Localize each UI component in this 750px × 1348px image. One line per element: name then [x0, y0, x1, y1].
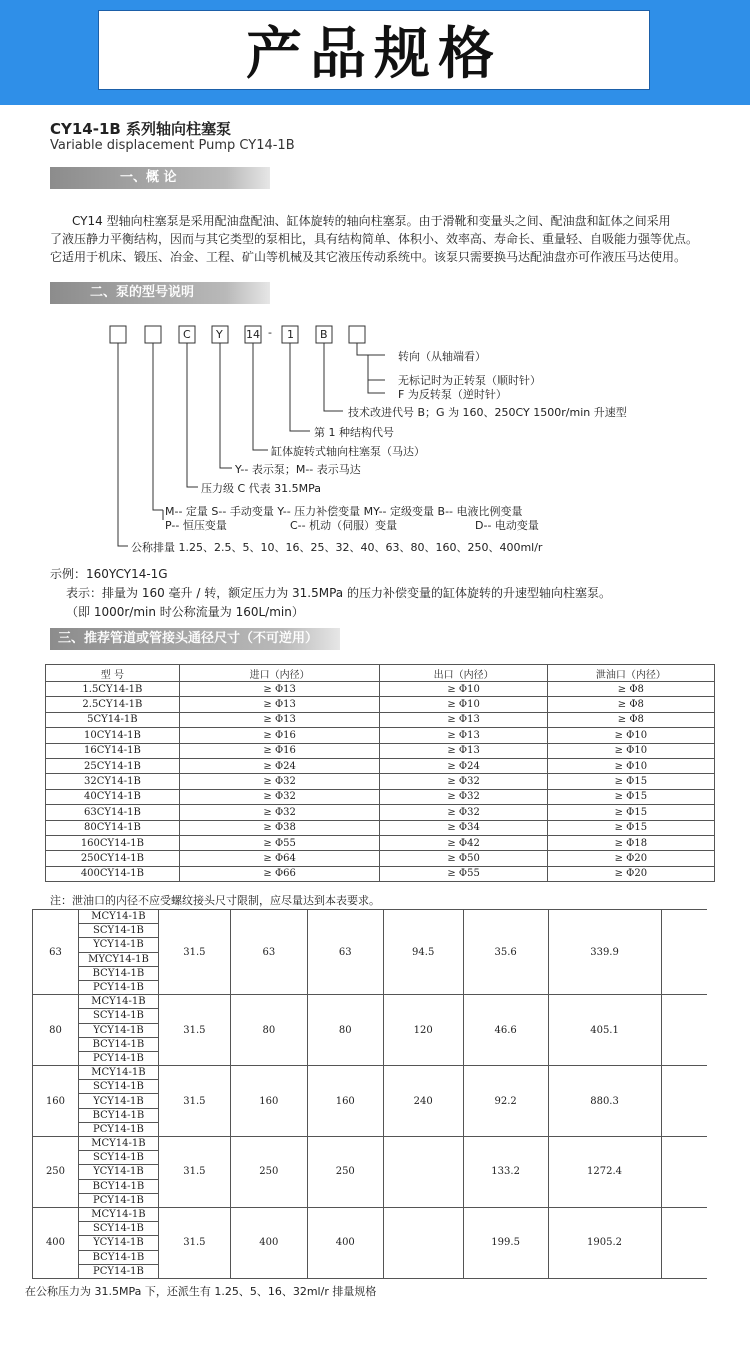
cell-inlet: ≥ Φ13 [179, 682, 380, 697]
cell-c5: 92.2 [463, 1066, 548, 1137]
label-variable-p: P-- 恒压变量 [165, 519, 227, 532]
cell-model: YCY14-1B [78, 1236, 158, 1250]
cell-c5: 199.5 [463, 1207, 548, 1278]
code-box [145, 326, 161, 343]
cell-model: 25CY14-1B [46, 758, 180, 773]
section-overview-title: 一、概 论 [120, 170, 177, 185]
cell-outlet: ≥ Φ32 [380, 805, 547, 820]
table-header-row [46, 665, 715, 682]
cell-inlet: ≥ Φ38 [179, 820, 380, 835]
cell-inlet: ≥ Φ13 [179, 697, 380, 712]
cell-model: 250CY14-1B [46, 851, 180, 866]
cell-size: 80 [33, 995, 79, 1066]
cell-c4 [383, 1137, 463, 1208]
cell-drain: ≥ Φ8 [547, 712, 714, 727]
cell-model: MYCY14-1B [78, 952, 158, 966]
table-row [33, 995, 708, 1009]
cell-model: BCY14-1B [78, 1108, 158, 1122]
cell-c1: 31.5 [158, 1207, 230, 1278]
cell-drain: ≥ Φ10 [547, 728, 714, 743]
table-row [33, 1137, 708, 1151]
cell-c6: 1272.4 [548, 1137, 661, 1208]
label-rotation-ccw: F 为反转泵（逆时针） [398, 388, 507, 401]
table-row [46, 728, 715, 743]
label-cylinder-type: 缸体旋转式轴向柱塞泵（马达） [271, 445, 425, 458]
cell-c3: 80 [307, 995, 383, 1066]
cell-model: 32CY14-1B [46, 774, 180, 789]
label-pump-motor: Y-- 表示泵；M-- 表示马达 [235, 463, 361, 476]
cell-inlet: ≥ Φ13 [179, 712, 380, 727]
col-header-outlet: 出口（内径） [380, 665, 547, 682]
table-row [46, 712, 715, 727]
code-box [349, 326, 365, 343]
code-box-text: 14 [246, 328, 260, 341]
cell-model: SCY14-1B [78, 1151, 158, 1165]
cell-inlet: ≥ Φ16 [179, 743, 380, 758]
example-flow: （即 1000r/min 时公称流量为 160L/min） [66, 605, 304, 619]
section-pipe-bar [50, 628, 340, 650]
cell-c3: 400 [307, 1207, 383, 1278]
table-row [46, 743, 715, 758]
section-model-bar [50, 282, 270, 304]
cell-inlet: ≥ Φ24 [179, 758, 380, 773]
table-row [46, 774, 715, 789]
cell-outlet: ≥ Φ32 [380, 774, 547, 789]
cell-model: 10CY14-1B [46, 728, 180, 743]
cell-c3: 250 [307, 1137, 383, 1208]
intro-line: CY14 型轴向柱塞泵是采用配油盘配油、缸体旋转的轴向柱塞泵。由于滑靴和变量头之间、配油盘和缸体之间采用 [72, 214, 671, 228]
cell-c2: 160 [230, 1066, 307, 1137]
code-box-text: C [183, 328, 191, 341]
cell-drain: ≥ Φ15 [547, 774, 714, 789]
footer-note: 在公称压力为 31.5MPa 下，还派生有 1.25、5、16、32ml/r 排量规格 [25, 1285, 377, 1298]
cell-model: PCY14-1B [78, 1051, 158, 1065]
cell-inlet: ≥ Φ32 [179, 805, 380, 820]
table-row [46, 789, 715, 804]
cell-model: 160CY14-1B [46, 835, 180, 850]
cell-inlet: ≥ Φ55 [179, 835, 380, 850]
cell-c4 [383, 1207, 463, 1278]
cell-model: SCY14-1B [78, 1080, 158, 1094]
cell-drain: ≥ Φ10 [547, 758, 714, 773]
cell-c1: 31.5 [158, 1066, 230, 1137]
intro-paragraph [50, 212, 728, 266]
cell-inlet: ≥ Φ16 [179, 728, 380, 743]
label-pressure: 压力级 C 代表 31.5MPa [201, 482, 322, 495]
cell-c5: 35.6 [463, 910, 548, 995]
table-row [46, 820, 715, 835]
cell-model: YCY14-1B [78, 1023, 158, 1037]
table-row [46, 758, 715, 773]
cell-model: SCY14-1B [78, 924, 158, 938]
cell-model: 5CY14-1B [46, 712, 180, 727]
pipe-size-table [45, 664, 715, 882]
code-dash: - [268, 326, 272, 339]
cell-c6: 405.1 [548, 995, 661, 1066]
drain-note: 注：泄油口的内径不应受螺纹接头尺寸限制，应尽量达到本表要求。 [50, 894, 380, 907]
cell-model: 16CY14-1B [46, 743, 180, 758]
cell-c1: 31.5 [158, 1137, 230, 1208]
cell-model: MCY14-1B [78, 910, 158, 924]
cell-drain: ≥ Φ8 [547, 682, 714, 697]
label-rotation-cw: 无标记时为正转泵（顺时针） [398, 374, 541, 387]
cell-drain: ≥ Φ10 [547, 743, 714, 758]
col-header-drain: 泄油口（内径） [547, 665, 714, 682]
cell-c2: 250 [230, 1137, 307, 1208]
cell-model: MCY14-1B [78, 1207, 158, 1221]
col-header-model: 型 号 [46, 665, 180, 682]
intro-line: 了液压静力平衡结构，因而与其它类型的泵相比，具有结构简单、体积小、效率高、寿命长、重量轻、自吸能力强等优点。 [50, 232, 699, 246]
section-pipe-title: 三、推荐管道或管接头通径尺寸（不可逆用） [58, 631, 319, 646]
cell-model: 1.5CY14-1B [46, 682, 180, 697]
cell-drain: ≥ Φ20 [547, 851, 714, 866]
label-tech-code: 技术改进代号 B；G 为 160、250CY 1500r/min 升速型 [348, 406, 627, 419]
cell-model: MCY14-1B [78, 1066, 158, 1080]
code-box-text: B [320, 328, 328, 341]
cell-model: MCY14-1B [78, 995, 158, 1009]
cell-c5: 133.2 [463, 1137, 548, 1208]
cell-c4: 240 [383, 1066, 463, 1137]
cell-outlet: ≥ Φ34 [380, 820, 547, 835]
cell-model: PCY14-1B [78, 1264, 158, 1278]
cell-model: YCY14-1B [78, 1165, 158, 1179]
cell-blank [661, 1137, 707, 1208]
cell-c2: 400 [230, 1207, 307, 1278]
cell-outlet: ≥ Φ10 [380, 682, 547, 697]
table-row [33, 910, 708, 924]
cell-c6: 1905.2 [548, 1207, 661, 1278]
cell-c5: 46.6 [463, 995, 548, 1066]
cell-outlet: ≥ Φ55 [380, 866, 547, 881]
cell-model: YCY14-1B [78, 938, 158, 952]
section-model-title: 二、泵的型号说明 [90, 285, 195, 300]
cell-inlet: ≥ Φ32 [179, 774, 380, 789]
cell-outlet: ≥ Φ42 [380, 835, 547, 850]
example-desc: 表示：排量为 160 毫升 / 转，额定压力为 31.5MPa 的压力补偿变量的缸体旋转的升速型轴向柱塞泵。 [66, 586, 611, 600]
cell-c1: 31.5 [158, 995, 230, 1066]
cell-model: SCY14-1B [78, 1222, 158, 1236]
cell-size: 400 [33, 1207, 79, 1278]
cell-model: PCY14-1B [78, 1122, 158, 1136]
section-overview-bar [50, 167, 270, 189]
cell-blank [661, 1207, 707, 1278]
cell-model: 63CY14-1B [46, 805, 180, 820]
header-banner [0, 0, 750, 105]
cell-inlet: ≥ Φ66 [179, 866, 380, 881]
table-row [46, 851, 715, 866]
intro-line: 它适用于机床、锻压、冶金、工程、矿山等机械及其它液压传动系统中。该泵只需要换马达配油盘亦可作液压马达使用。 [50, 250, 687, 264]
cell-model: PCY14-1B [78, 980, 158, 994]
cell-size: 63 [33, 910, 79, 995]
cell-model: 2.5CY14-1B [46, 697, 180, 712]
code-box [110, 326, 126, 343]
cell-c6: 880.3 [548, 1066, 661, 1137]
code-box-text: 1 [287, 328, 294, 341]
table-row [46, 697, 715, 712]
table-row [46, 835, 715, 850]
cell-outlet: ≥ Φ13 [380, 728, 547, 743]
cell-c6: 339.9 [548, 910, 661, 995]
label-displacement: 公称排量 1.25、2.5、5、10、16、25、32、40、63、80、160、250、400ml/r [131, 541, 543, 554]
cell-inlet: ≥ Φ64 [179, 851, 380, 866]
banner-title: 产品规格 [246, 22, 502, 87]
cell-c1: 31.5 [158, 910, 230, 995]
label-variable-types: M-- 定量 S-- 手动变量 Y-- 压力补偿变量 MY-- 定级变量 B-- 电液比例变量 [165, 505, 523, 518]
banner-title-box [98, 10, 650, 90]
label-structure-code: 第 1 种结构代号 [314, 426, 394, 439]
cell-blank [661, 995, 707, 1066]
label-variable-d: D-- 电动变量 [475, 519, 539, 532]
code-box-text: Y [216, 328, 223, 341]
cell-drain: ≥ Φ8 [547, 697, 714, 712]
model-code-diagram [0, 320, 750, 560]
cell-model: SCY14-1B [78, 1009, 158, 1023]
cell-model: BCY14-1B [78, 1179, 158, 1193]
cell-drain: ≥ Φ15 [547, 805, 714, 820]
cell-drain: ≥ Φ15 [547, 789, 714, 804]
cell-model: 40CY14-1B [46, 789, 180, 804]
cell-outlet: ≥ Φ50 [380, 851, 547, 866]
cell-blank [661, 910, 707, 995]
cell-size: 250 [33, 1137, 79, 1208]
cell-c3: 63 [307, 910, 383, 995]
cell-outlet: ≥ Φ10 [380, 697, 547, 712]
table-row [46, 805, 715, 820]
cell-c3: 160 [307, 1066, 383, 1137]
cell-drain: ≥ Φ18 [547, 835, 714, 850]
cell-c2: 63 [230, 910, 307, 995]
label-rotation: 转向（从轴端看） [398, 350, 486, 363]
cell-model: YCY14-1B [78, 1094, 158, 1108]
cell-model: BCY14-1B [78, 1037, 158, 1051]
product-title: CY14-1B 系列轴向柱塞泵 [50, 120, 232, 138]
cell-c4: 120 [383, 995, 463, 1066]
table-row [46, 866, 715, 881]
table-row [46, 682, 715, 697]
spec-table [32, 909, 707, 1279]
product-subtitle: Variable displacement Pump CY14-1B [50, 138, 295, 153]
cell-size: 160 [33, 1066, 79, 1137]
col-header-inlet: 进口（内径） [179, 665, 380, 682]
cell-model: 80CY14-1B [46, 820, 180, 835]
cell-model: BCY14-1B [78, 1250, 158, 1264]
cell-model: PCY14-1B [78, 1193, 158, 1207]
cell-outlet: ≥ Φ13 [380, 743, 547, 758]
cell-inlet: ≥ Φ32 [179, 789, 380, 804]
cell-model: BCY14-1B [78, 966, 158, 980]
cell-drain: ≥ Φ15 [547, 820, 714, 835]
cell-c4: 94.5 [383, 910, 463, 995]
table-row [33, 1066, 708, 1080]
cell-model: 400CY14-1B [46, 866, 180, 881]
cell-drain: ≥ Φ20 [547, 866, 714, 881]
cell-outlet: ≥ Φ32 [380, 789, 547, 804]
example-model: 示例：160YCY14-1G [50, 567, 168, 581]
cell-outlet: ≥ Φ24 [380, 758, 547, 773]
cell-model: MCY14-1B [78, 1137, 158, 1151]
table-row [33, 1207, 708, 1221]
label-variable-c: C-- 机动（伺服）变量 [290, 519, 398, 532]
cell-blank [661, 1066, 707, 1137]
cell-outlet: ≥ Φ13 [380, 712, 547, 727]
cell-c2: 80 [230, 995, 307, 1066]
